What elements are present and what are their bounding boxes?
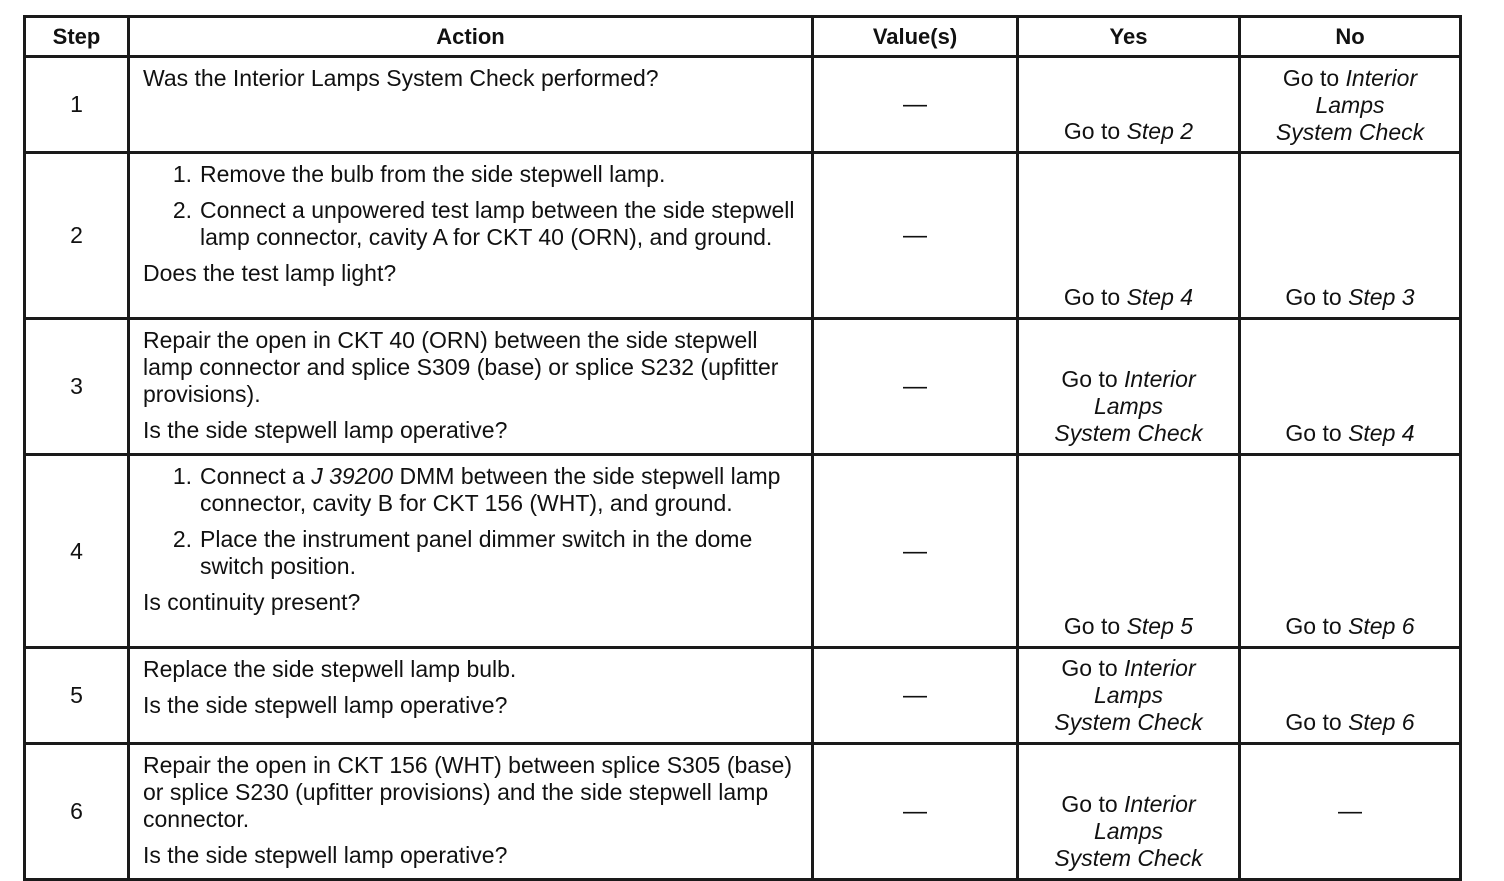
table-row — [25, 744, 1461, 880]
no-cell — [1240, 153, 1461, 319]
table-row — [25, 153, 1461, 319]
go-to-text: Go to — [1285, 613, 1342, 639]
action-intro: Repair the open in CKT 156 (WHT) between splice S305 (base) or splice S230 (upfitter provisions) and the side stepwell lamp connector. — [143, 752, 793, 832]
yes-cell — [1018, 153, 1240, 319]
step-link[interactable]: Step 4 — [1348, 420, 1415, 446]
yes-cell — [1018, 744, 1240, 880]
header-step: Step — [25, 17, 129, 57]
action-question: Was the Interior Lamps System Check performed? — [143, 65, 659, 91]
action-question: Is the side stepwell lamp operative? — [143, 842, 508, 868]
yes-cell — [1018, 455, 1240, 648]
step-link[interactable]: Step 6 — [1348, 613, 1415, 639]
value-cell: — — [813, 744, 1018, 880]
step-number: 2 — [25, 153, 129, 319]
action-cell — [129, 319, 813, 455]
action-list — [143, 161, 799, 251]
action-question: Is the side stepwell lamp operative? — [143, 417, 508, 443]
action-cell — [129, 57, 813, 153]
go-to-text: Go to — [1063, 118, 1121, 144]
yes-cell — [1018, 319, 1240, 455]
step-number: 1 — [25, 57, 129, 153]
header-row — [25, 17, 1461, 57]
action-question: Is continuity present? — [143, 589, 361, 615]
go-to-text: Go to — [1061, 366, 1118, 392]
action-question: Does the test lamp light? — [143, 260, 397, 286]
no-cell — [1240, 319, 1461, 455]
table-row — [25, 319, 1461, 455]
go-to-text: Go to — [1282, 65, 1340, 91]
action-cell — [129, 153, 813, 319]
step-number: 4 — [25, 455, 129, 648]
system-check-link[interactable]: Interior Lamps System Check — [1054, 791, 1203, 871]
tool-name: J 39200 — [311, 463, 394, 489]
value-cell: — — [813, 648, 1018, 744]
go-to-text: Go to — [1285, 709, 1342, 735]
action-intro: Replace the side stepwell lamp bulb. — [143, 656, 517, 682]
list-item: 2. Connect a unpowered test lamp between the side stepwell lamp connector, cavity A for CKT 40 (ORN), and ground. — [172, 197, 795, 250]
header-no: No — [1240, 17, 1461, 57]
step-link[interactable]: Step 3 — [1348, 284, 1415, 310]
action-cell — [129, 455, 813, 648]
table-row — [25, 455, 1461, 648]
list-item: 1. Remove the bulb from the side stepwell lamp. — [172, 161, 666, 187]
step-number: 5 — [25, 648, 129, 744]
step-link[interactable]: Step 2 — [1126, 118, 1194, 144]
header-action: Action — [129, 17, 813, 57]
value-cell: — — [813, 455, 1018, 648]
action-question: Is the side stepwell lamp operative? — [143, 692, 508, 718]
table-row — [25, 57, 1461, 153]
no-cell — [1240, 57, 1461, 153]
value-cell: — — [813, 57, 1018, 153]
step-link[interactable]: Step 5 — [1126, 613, 1194, 639]
step-number: 6 — [25, 744, 129, 880]
step-link[interactable]: Step 4 — [1126, 284, 1194, 310]
go-to-text: Go to — [1063, 613, 1121, 639]
action-list — [143, 463, 799, 580]
go-to-text: Go to — [1285, 284, 1342, 310]
value-cell: — — [813, 153, 1018, 319]
action-intro: Repair the open in CKT 40 (ORN) between the side stepwell lamp connector and splice S309 (base) or splice S232 (upfitter provisions). — [143, 327, 779, 407]
yes-cell — [1018, 648, 1240, 744]
list-item: 1. Connect a J 39200 DMM between the side stepwell lamp connector, cavity B for CKT 156 (WHT), and ground. — [172, 463, 781, 516]
no-cell — [1240, 455, 1461, 648]
step-link[interactable]: Step 6 — [1348, 709, 1415, 735]
go-to-text: Go to — [1061, 655, 1118, 681]
no-cell: — — [1240, 744, 1461, 880]
go-to-text: Go to — [1061, 791, 1118, 817]
go-to-text: Go to — [1285, 420, 1342, 446]
system-check-link[interactable]: Interior Lamps System Check — [1275, 65, 1425, 145]
table-row — [25, 648, 1461, 744]
no-cell — [1240, 648, 1461, 744]
action-cell — [129, 648, 813, 744]
header-yes: Yes — [1018, 17, 1240, 57]
system-check-link[interactable]: Interior Lamps System Check — [1054, 655, 1203, 735]
action-cell — [129, 744, 813, 880]
step-number: 3 — [25, 319, 129, 455]
system-check-link[interactable]: Interior Lamps System Check — [1054, 366, 1203, 446]
yes-cell — [1018, 57, 1240, 153]
value-cell: — — [813, 319, 1018, 455]
diagnostic-table — [23, 15, 1462, 881]
go-to-text: Go to — [1063, 284, 1121, 310]
header-values: Value(s) — [813, 17, 1018, 57]
list-item: 2. Place the instrument panel dimmer switch in the dome switch position. — [172, 526, 753, 579]
